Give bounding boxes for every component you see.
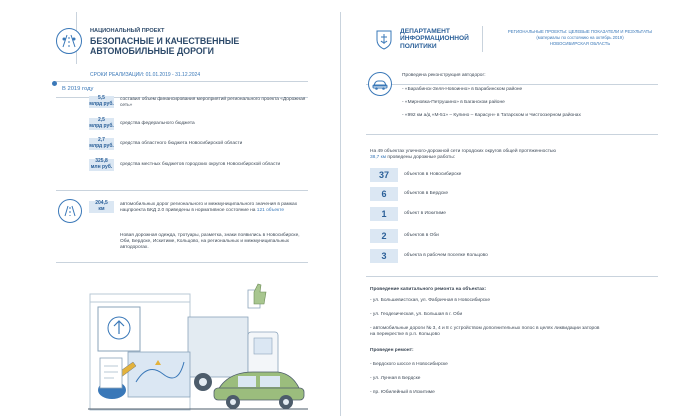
funding-amount: 2,7: [98, 137, 105, 144]
project-period: СРОКИ РЕАЛИЗАЦИИ: 01.01.2019 - 31.12.2024: [90, 72, 201, 78]
reconstruction-item: - «Мирновка-Петрушино» в Баганском районе: [402, 100, 505, 105]
coat-of-arms-icon: [374, 28, 394, 50]
roads-text: [120, 202, 305, 214]
count-label: объект в Искитиме: [404, 211, 446, 216]
funding-unit: млн руб.: [90, 164, 113, 170]
project-emblem-icon: [56, 28, 82, 54]
reconstruction-title: Проведена реконструкция автодорог:: [402, 73, 486, 78]
count-box: 1: [370, 207, 398, 221]
capital-item: - ул. Геодезическая, ул. Большая в г. Оби: [370, 312, 463, 317]
count-label: объектов в Оби: [404, 233, 439, 238]
roads-note: Новая дорожная одежда, тротуары, разметка, знаки появились в Новосибирске, Оби, Бердске, Искитиме, Кольцово, на региональных и межмуниципальных автодорогах.: [120, 233, 300, 251]
right-mid-rule: [366, 134, 658, 135]
capital-item: - автомобильные дороги № 3, 4 и 8 с устройством дополнительных полос в целях ликвидации заторов на перекрестке в р.п. Кольцово: [370, 326, 600, 338]
left-mid-rule: [56, 190, 308, 191]
count-label: объектов в Бердске: [404, 191, 449, 196]
count-label: объектов в Новосибирске: [404, 172, 462, 177]
funding-amount-box: [89, 118, 114, 130]
department-line1: ДЕПАРТАМЕНТ: [400, 28, 450, 35]
project-label: НАЦИОНАЛЬНЫЙ ПРОЕКТ: [90, 28, 165, 34]
meta-line1: РЕГИОНАЛЬНЫЕ ПРОЕКТЫ: ЦЕЛЕВЫЕ ПОКАЗАТЕЛИ И РЕЗУЛЬТАТЫ: [507, 29, 653, 34]
count-box: 2: [370, 229, 398, 243]
meta-line2: (материалы по состоянию на октябрь 2019): [536, 35, 624, 40]
department-title: [400, 28, 469, 50]
department-line2: ИНФОРМАЦИОННОЙ: [400, 35, 469, 43]
funding-text: средства местных бюджетов городских округов Новосибирской области: [120, 162, 281, 167]
roads-amount: 204,5: [95, 200, 108, 207]
car-icon: [368, 72, 392, 96]
funding-amount-box: [89, 159, 114, 171]
department-line3: ПОЛИТИКИ: [400, 42, 437, 50]
header-divider: [482, 26, 483, 52]
count-box: 37: [370, 168, 398, 182]
left-top-rule: [56, 81, 308, 82]
reconstruction-item: - «992 км а/д «М-51» – Кулино – Карасун» в Татарском и Чистоозерном районах: [402, 113, 581, 118]
repair-intro: [370, 149, 610, 161]
capital-item: - ул. Большевистская, ул. Фабричная в Новосибирске: [370, 298, 490, 303]
repair-intro-prefix: На 49 объектах уличного-дорожной сети городских округов общей протяженностью: [370, 149, 557, 154]
funding-unit: млрд руб.: [89, 143, 114, 149]
funding-amount: 5,5: [98, 95, 105, 102]
capital-title: Проведение капитального ремонта на объектах:: [370, 287, 487, 292]
repair-intro-suffix: проведены дорожные работы:: [387, 155, 455, 161]
count-box: 6: [370, 187, 398, 201]
repair-title: Проведен ремонт:: [370, 348, 414, 353]
year-label: В 2019 году: [62, 86, 94, 92]
reconstruction-item: - «Барабинск-Зеля-Новоинно» в Барабинском районе: [402, 87, 523, 92]
repair-item: - ул. Лунная в Бердске: [370, 376, 421, 381]
funding-unit: млрд руб.: [89, 101, 114, 107]
year-marker: [52, 81, 57, 86]
roads-description: автомобильных дорог регионального и межмуниципального значения в рамках нацпроекта БКД 2.0 приведены в нормативное состояние на: [120, 202, 298, 214]
roads-objects: 121 объекте: [256, 208, 285, 214]
repair-item: - пр. Юбилейный в Искитиме: [370, 390, 435, 395]
document-meta: [490, 29, 670, 47]
funding-text: составил объем финансирования мероприятий регионального проекта «Дорожная сеть»: [120, 97, 306, 109]
funding-amount-box: [89, 96, 114, 108]
project-title-line2: АВТОМОБИЛЬНЫЕ ДОРОГИ: [90, 46, 214, 56]
funding-amount-box: [89, 138, 114, 150]
funding-text: средства федерального бюджета: [120, 121, 195, 126]
count-label: объекта в рабочем поселке Кольцово: [404, 253, 488, 258]
repair-km: 38,7 км: [370, 155, 387, 161]
count-box: 3: [370, 249, 398, 263]
repair-item: - Бердского шоссе в Новосибирске: [370, 362, 448, 367]
right-lower-rule: [366, 276, 658, 277]
funding-amount: 325,8: [95, 158, 108, 165]
roads-unit: км: [98, 206, 105, 212]
project-title-line1: БЕЗОПАСНЫЕ И КАЧЕСТВЕННЫЕ: [90, 36, 240, 46]
right-top-rule: [366, 84, 658, 85]
funding-unit: млрд руб.: [89, 123, 114, 129]
right-page: [340, 0, 680, 420]
funding-text: средства областного бюджета Новосибирской области: [120, 141, 243, 146]
roads-amount-box: [89, 201, 114, 213]
road-works-icon: [58, 199, 82, 223]
road-works-illustration: [88, 262, 308, 412]
meta-line3: НОВОСИБИРСКАЯ ОБЛАСТЬ: [549, 41, 611, 46]
funding-amount: 2,5: [98, 117, 105, 124]
